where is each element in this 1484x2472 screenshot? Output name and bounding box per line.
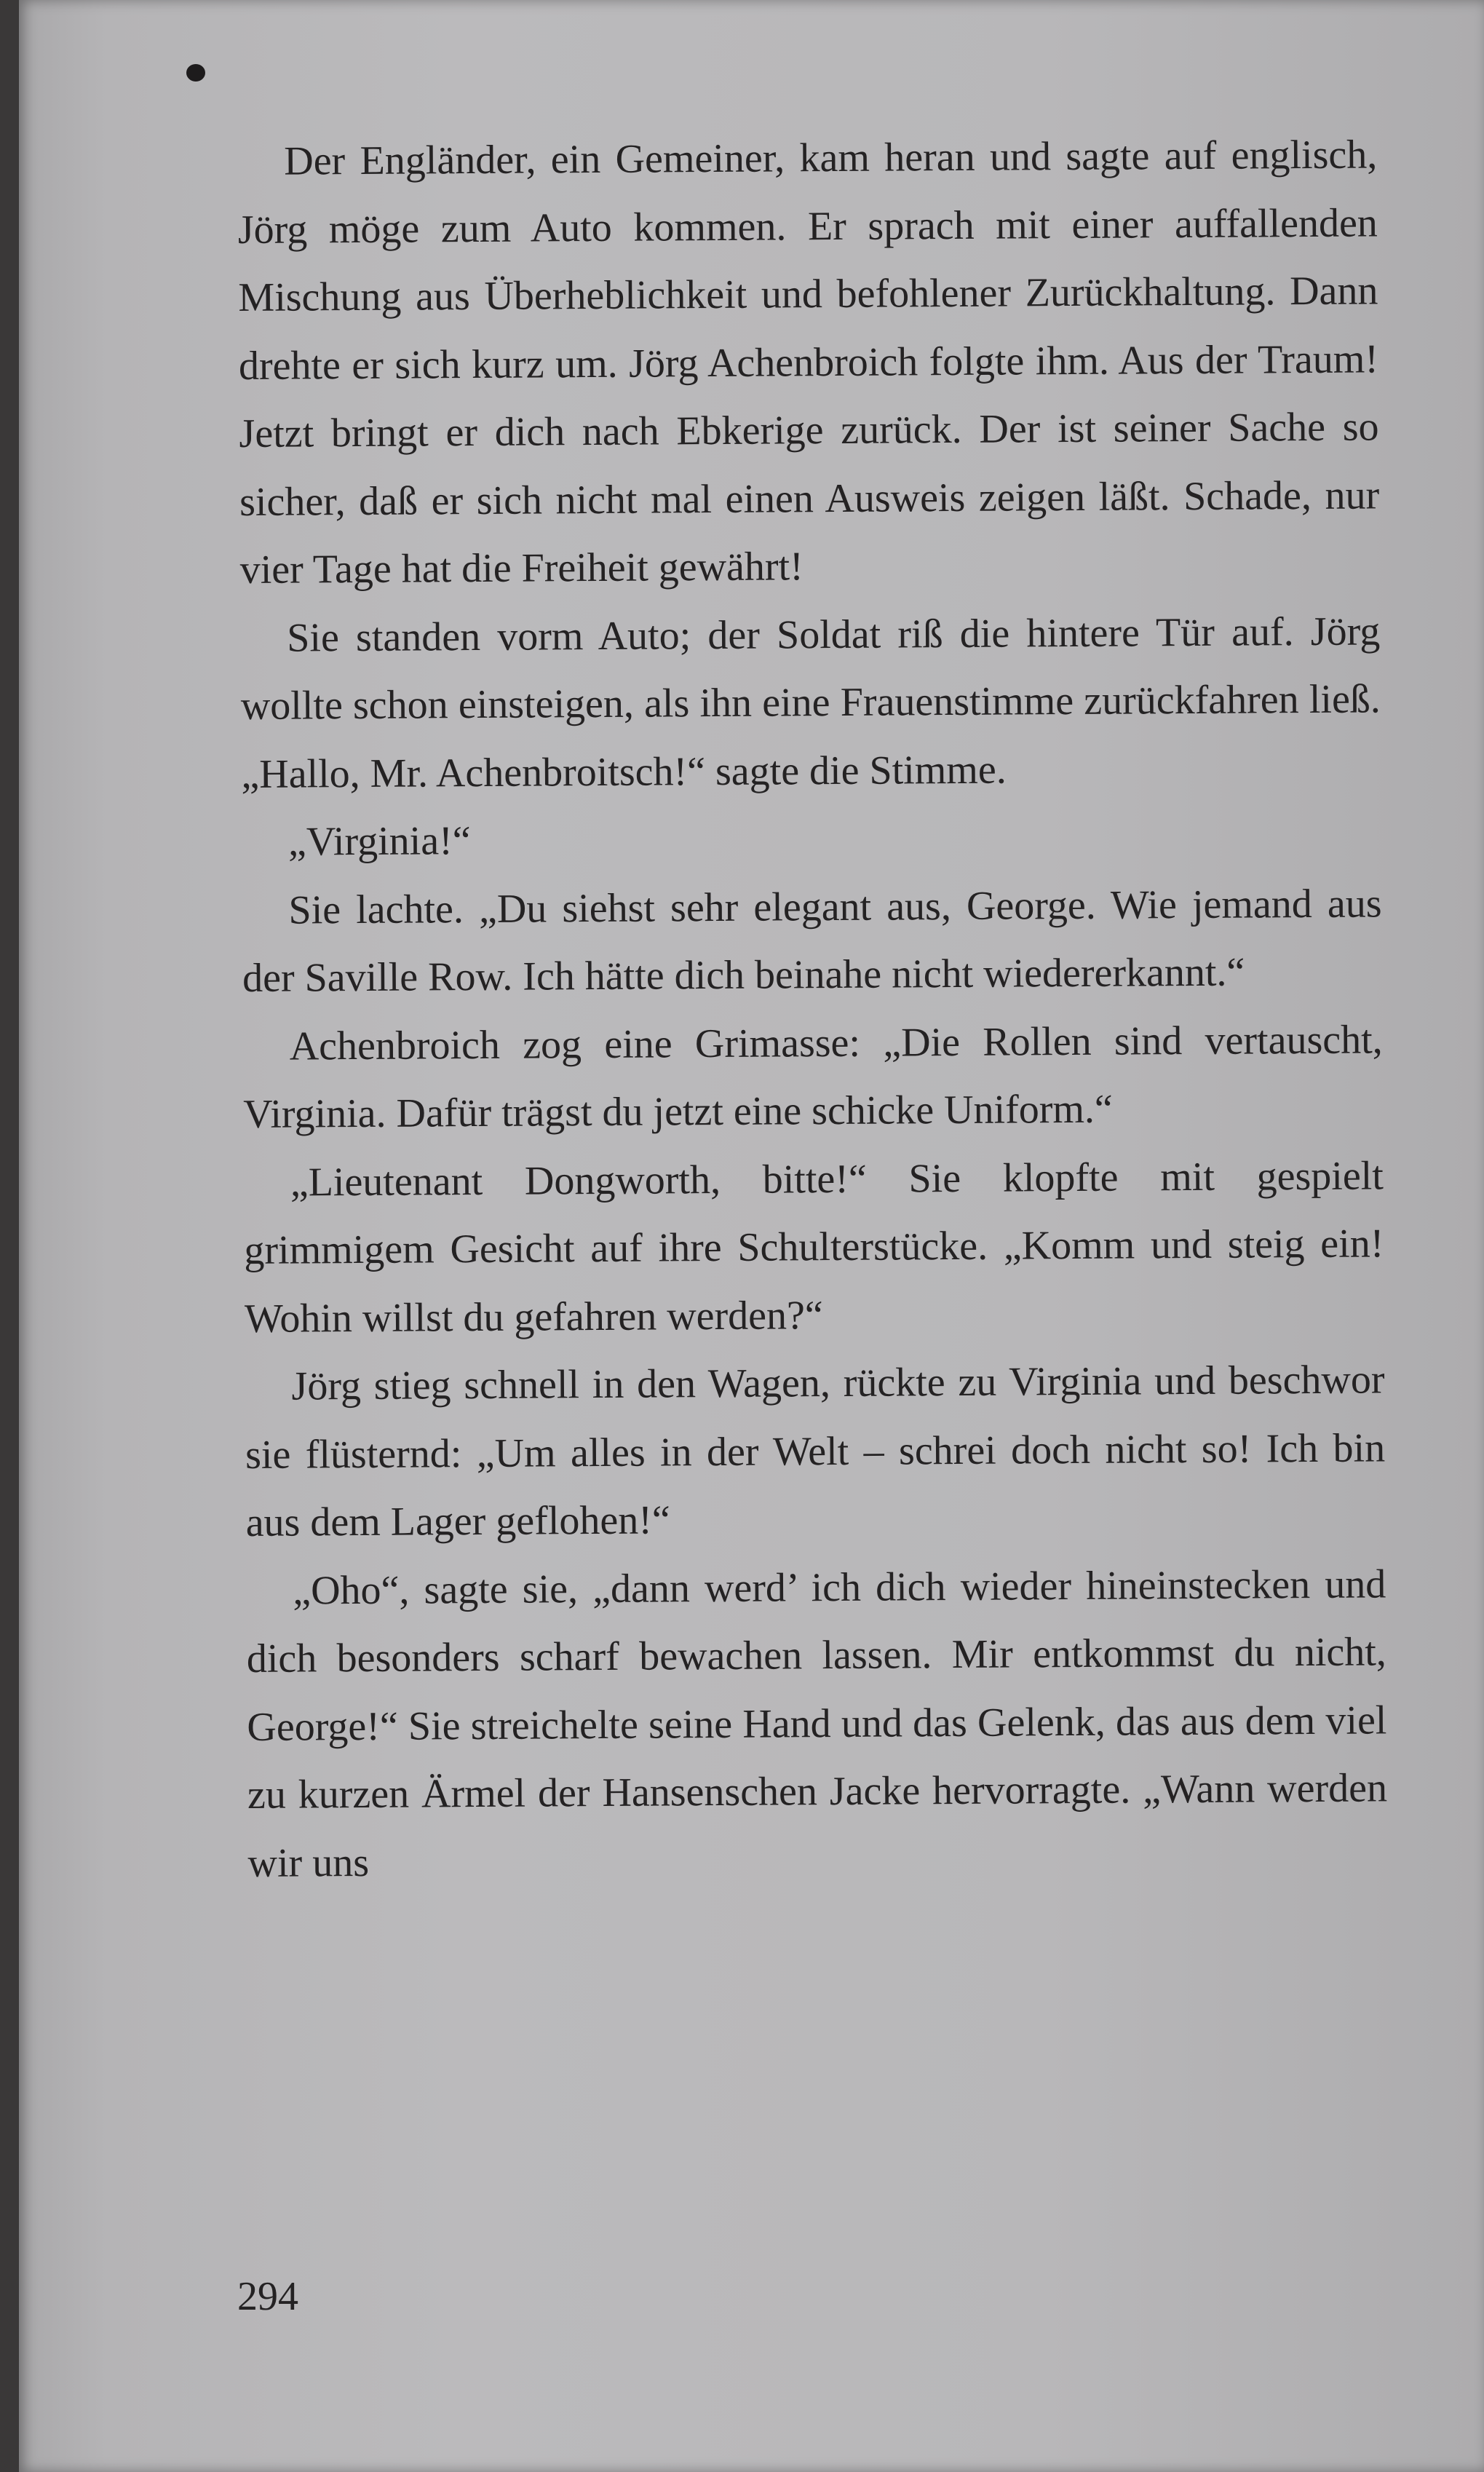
paragraph-2: Sie standen vorm Auto; der Soldat riß die hintere Tür auf. Jörg wollte schon einsteigen, als ihn eine Frauenstimme zurückfahren ließ. „Hallo, Mr. Achenbroitsch!“ sagte die Stimme. — [240, 608, 1381, 797]
paragraph-5: Achenbroich zog eine Grimasse: „Die Rollen sind vertauscht, Virginia. Dafür trägst du jetzt eine schicke Uniform.“ — [243, 1016, 1383, 1137]
paragraph-4: Sie lachte. „Du siehst sehr elegant aus, George. Wie jemand aus der Saville Row. Ich hätte dich beinahe nicht wiedererkannt.“ — [242, 880, 1382, 1001]
body-text — [237, 121, 1388, 1898]
paragraph-7: Jörg stieg schnell in den Wagen, rückte zu Virginia und beschwor sie flüsternd: „Um alles in der Welt – schrei doch nicht so! Ich bin aus dem Lager geflohen!“ — [245, 1357, 1386, 1545]
page-number: 294 — [237, 2274, 298, 2319]
book-page — [19, 0, 1484, 2472]
paragraph-8: „Oho“, sagte sie, „dann werd’ ich dich wieder hineinstecken und dich besonders scharf bewachen lassen. Mir entkommst du nicht, George!“ Sie streichelte seine Hand und das Gelenk, das aus dem viel zu kurzen Ärmel der Hansenschen Jacke hervorragte. „Wann werden wir uns — [246, 1561, 1388, 1886]
paragraph-6: „Lieutenant Dongworth, bitte!“ Sie klopfte mit gespielt grimmigem Gesicht auf ihre Schulterstücke. „Komm und steig ein! Wohin willst du gefahren werden?“ — [244, 1152, 1384, 1342]
paragraph-1: Der Engländer, ein Gemeiner, kam heran und sagte auf englisch, Jörg möge zum Auto kommen. Er sprach mit einer auffallenden Mischung aus Überheblichkeit und befohlener Zurückhaltung. Dann drehte er sich kurz um. Jörg Achenbroich folgte ihm. Aus der Traum! Jetzt bringt er dich nach Ebkerige zurück. Der ist seiner Sache so sicher, daß er sich nicht mal einen Ausweis zeigen läßt. Schade, nur vier Tage hat die Freiheit gewährt! — [237, 132, 1380, 593]
paragraph-3: „Virginia!“ — [287, 818, 471, 865]
ink-spot — [186, 64, 205, 82]
